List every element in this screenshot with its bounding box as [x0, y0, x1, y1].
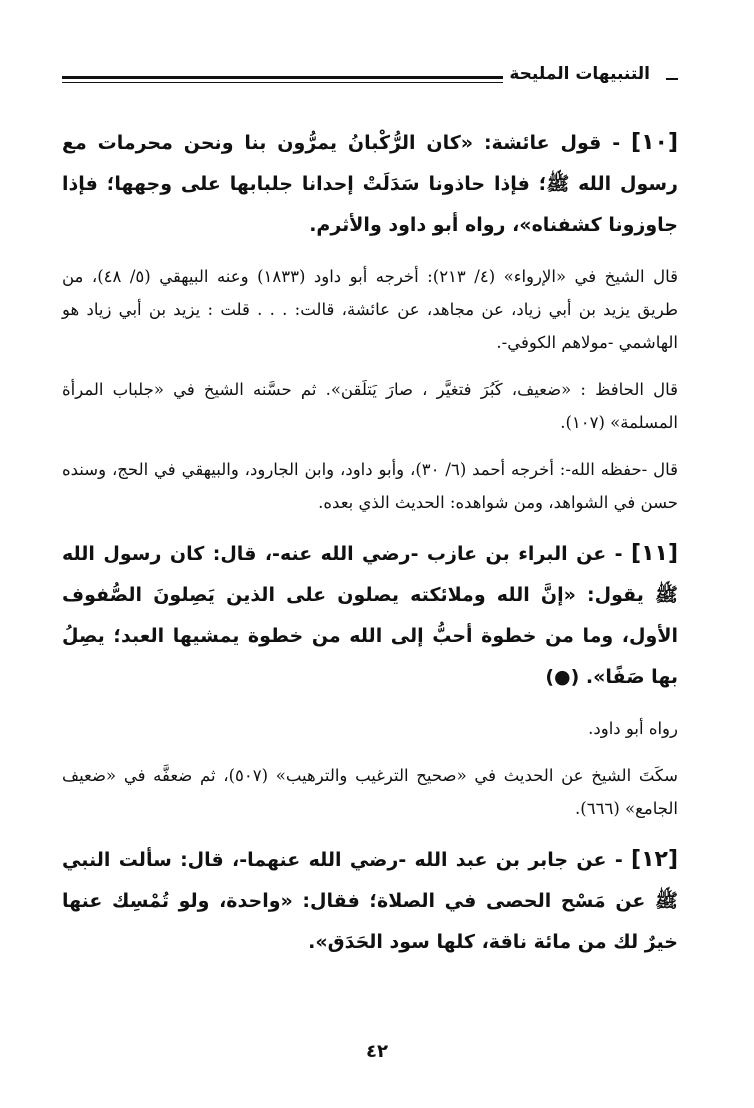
hadith-11: [62, 533, 678, 698]
hadith-12: [62, 839, 678, 963]
header-dash: [666, 78, 678, 80]
hadith-number: [١٠]: [631, 130, 678, 155]
commentary-paragraph: قال الشيخ في «الإرواء» (٤/ ٢١٣): أخرجه أبو داود (١٨٣٣) وعنه البيهقي (٥/ ٤٨)، من طريق يزيد بن أبي زياد، عن مجاهد، عن عائشة، قالت: . . . قلت : يزيد بن أبي زياد هو الهاشمي -مولاهم الكوفي-.: [62, 267, 679, 352]
page-number: ٤٢: [366, 1041, 388, 1062]
hadith-10: [62, 122, 678, 246]
hadith-number: [١١]: [631, 541, 678, 566]
hadith-text: - قول عائشة: «كان الرُّكْبانُ يمرُّون بنا ونحن محرمات مع رسول الله ﷺ؛ فإذا حاذونا سَدَلَتْ إحدانا جلبابها على وجهها؛ فإذا جاوزونا كشفناه»، رواه أبو داود والأثرم.: [62, 132, 678, 236]
commentary-paragraph: رواه أبو داود.: [588, 719, 678, 738]
commentary-paragraph: سكَتَ الشيخ عن الحديث في «صحيح الترغيب والترهيب» (٥٠٧)، ثم ضعفَّه في «ضعيف الجامع» (٦٦٦).: [62, 766, 678, 818]
commentary-paragraph: قال -حفظه الله-: أخرجه أحمد (٦/ ٣٠)، وأبو داود، وابن الجارود، والبيهقي في الحج، وسنده حسن في الشواهد، ومن شواهده: الحديث الذي بعده.: [62, 460, 678, 512]
header-title: التنبيهات المليحة: [503, 64, 656, 84]
hadith-text: - عن جابر بن عبد الله -رضي الله عنهما-، قال: سألت النبي ﷺ عن مَسْح الحصى في الصلاة؛ فقال: «واحدة، ولو تُمْسِك عنها خيرٌ لك من مائة ناقة، كلها سود الحَدَق».: [62, 849, 678, 953]
commentary-paragraph: قال الحافظ : «ضعيف، كَبُرَ فتغيَّر ، صارَ يَتلَقن». ثم حسَّنه الشيخ في «جلباب المرأة المسلمة» (١٠٧).: [62, 380, 678, 432]
hadith-text: - عن البراء بن عازب -رضي الله عنه-، قال: كان رسول الله ﷺ يقول: «إنَّ الله وملائكته يصلون على الذين يَصِلونَ الصُّفوف الأول، وما من خطوة أحبُّ إلى الله من خطوة يمشيها العبد؛ يصِلُ بها صَفًا». (●): [62, 543, 678, 688]
page-body: [62, 122, 678, 977]
running-header: [62, 66, 678, 90]
hadith-number: [١٢]: [631, 847, 678, 872]
